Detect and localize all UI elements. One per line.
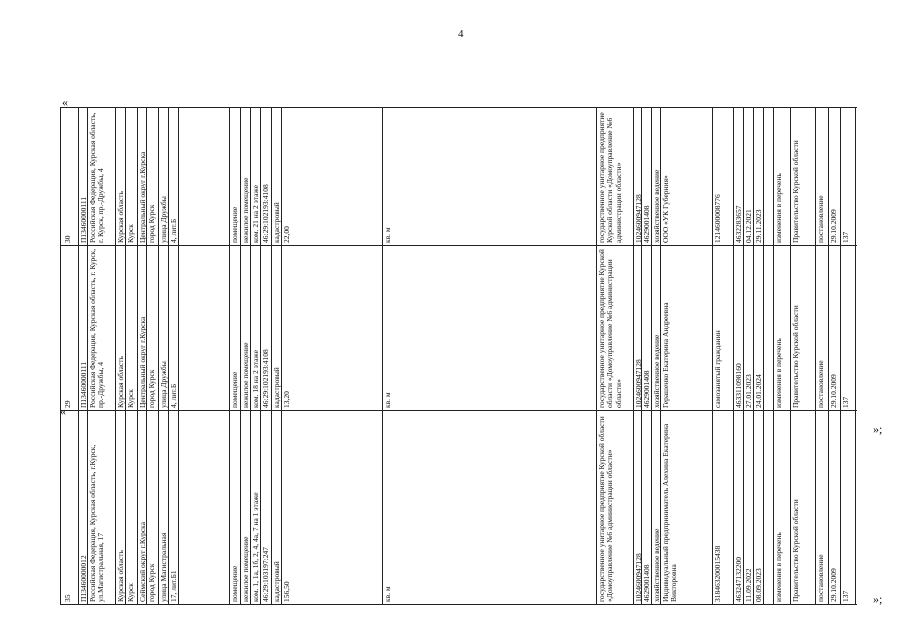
cell-cadastral: 46:29:102193:4108 <box>261 349 270 408</box>
table-rule-h <box>60 604 857 605</box>
cell-doc-type: постановление <box>816 360 825 408</box>
cell-house: 17, лит.Б1 <box>169 570 178 602</box>
cell-area: 13,20 <box>282 391 291 408</box>
cell-cadastral: 46:29:102193:4108 <box>261 184 270 243</box>
cell-date-start: 04.12.2021 <box>744 209 753 243</box>
cell-doc-date: 29.10.2009 <box>829 209 838 243</box>
cell-district: Сеймский округ г.Курска <box>138 521 147 602</box>
cell-authority: Правительство Курской области <box>791 140 800 243</box>
quote-close-1: »; <box>873 422 883 436</box>
cell-inn: 4629001408 <box>642 370 651 408</box>
table-rule-h <box>60 107 857 108</box>
cell-inn: 4629001408 <box>642 205 651 243</box>
cell-status: изменения в перечень <box>774 173 783 243</box>
table-rule-v <box>855 107 856 245</box>
table-rule-v <box>60 107 61 245</box>
table-rule-v <box>382 107 383 245</box>
cell-right: хозяйственное ведение <box>652 334 661 408</box>
cell-holder: государственное унитарное предприятие Курской области «Домоуправление №6 администрации области» <box>597 249 623 408</box>
cell-city: город Курск <box>147 369 156 408</box>
cell-tenant: Индивидуальный предприниматель Алехина Екатерина Викторовна <box>661 423 679 602</box>
cell-city: город Курск <box>147 563 156 602</box>
cell-type: помещение <box>230 565 239 602</box>
cell-holder: государственное унитарное предприятие Курской области «Домоуправление №6 администрации области» <box>597 416 615 602</box>
table-rule-v <box>60 245 61 410</box>
table-rule-h <box>60 245 857 246</box>
cell-region: Курская область <box>116 550 125 602</box>
cell-right: хозяйственное ведение <box>652 528 661 602</box>
cell-code: П13460000012 <box>79 555 88 602</box>
cell-house: 4, лит.Б <box>169 218 178 243</box>
cell-kind: нежилое помещение <box>241 342 250 408</box>
cell-tenant-ogrn: 1214600008776 <box>713 194 722 243</box>
table-rule-v <box>840 410 841 604</box>
cell-cadastral-type: кадастровый <box>272 367 281 408</box>
cell-area: 156,50 <box>282 581 291 602</box>
table-rule-v <box>840 245 841 410</box>
cell-kind: нежилое помещение <box>241 177 250 243</box>
cell-cadastral: 46:29:103197:247 <box>261 546 270 602</box>
cell-ogrn: 1024600947128 <box>634 359 643 408</box>
quote-open-left: « <box>60 404 66 418</box>
cell-num: 35 <box>63 594 72 602</box>
cell-inn: 4629001408 <box>642 564 651 602</box>
cell-cadastral-type: кадастровый <box>272 561 281 602</box>
cell-city-name: Курск <box>126 224 135 243</box>
cell-num: 30 <box>63 235 72 243</box>
table-rule-v <box>840 107 841 245</box>
cell-city: город Курск <box>147 204 156 243</box>
cell-date-start: 27.01.2023 <box>744 374 753 408</box>
cell-unit: кв. м <box>383 392 392 408</box>
cell-tenant-ogrn: 318463200015438 <box>713 545 722 602</box>
cell-status: изменения в перечень <box>774 338 783 408</box>
cell-house: 4, лит.Б <box>169 383 178 408</box>
cell-code: П13460000111 <box>79 196 88 243</box>
cell-date-end: 24.01.2024 <box>754 374 763 408</box>
table-rule-h <box>60 410 857 411</box>
cell-type: помещение <box>230 206 239 243</box>
cell-right: хозяйственное ведение <box>652 169 661 243</box>
cell-region: Курская область <box>116 356 125 408</box>
cell-code: П13460000111 <box>79 361 88 408</box>
cell-rooms: ком. 18 на 2 этаже <box>251 350 260 408</box>
table-rule-v <box>382 410 383 604</box>
cell-doc-num: 137 <box>841 396 850 408</box>
cell-doc-type: постановление <box>816 554 825 602</box>
cell-tenant: ООО «УК Губерния» <box>661 175 670 243</box>
cell-num: 29 <box>63 400 72 408</box>
cell-street: улица Дружбы <box>159 361 168 408</box>
cell-tenant: Герашенко Екатерина Андреевна <box>661 302 670 408</box>
cell-city-name: Курск <box>126 583 135 602</box>
cell-street: улица Дружбы <box>159 196 168 243</box>
cell-date-end: 29.11.2023 <box>754 209 763 243</box>
cell-authority: Правительство Курской области <box>791 499 800 602</box>
cell-unit: кв. м <box>383 586 392 602</box>
cell-city-name: Курск <box>126 389 135 408</box>
cell-address: Российская Федерация, Курская область, г.Курск, ул.Магистральная, 17 <box>88 444 106 602</box>
cell-district: Центральный округ г.Курска <box>138 316 147 408</box>
cell-date-end: 08.09.2023 <box>754 568 763 602</box>
cell-address: Российская Федерация, Курская область, г. Курск, пр.-Дружбы, 4 <box>88 112 106 243</box>
cell-ogrn: 1024600947128 <box>634 194 643 243</box>
cell-street: улица Магистральная <box>159 532 168 602</box>
cell-region: Курская область <box>116 191 125 243</box>
cell-area: 22,00 <box>282 226 291 243</box>
cell-doc-num: 137 <box>841 590 850 602</box>
page-number: 4 <box>458 28 464 40</box>
cell-doc-type: постановление <box>816 195 825 243</box>
cell-district: Центральный округ г.Курска <box>138 151 147 243</box>
cell-authority: Правительство Курской области <box>791 305 800 408</box>
cell-unit: кв. м <box>383 227 392 243</box>
cell-cadastral-type: кадастровый <box>272 202 281 243</box>
cell-type: помещение <box>230 371 239 408</box>
quote-close-2: »; <box>873 592 883 606</box>
cell-kind: нежилое помещение <box>241 536 250 602</box>
table-rule-v <box>60 410 61 604</box>
cell-tenant-ogrn: самозанятый гражданин <box>713 330 722 408</box>
cell-tenant-inn: 463311098160 <box>734 363 743 408</box>
cell-tenant-inn: 463247132200 <box>734 557 743 602</box>
table-rule-v <box>382 245 383 410</box>
cell-holder: государственное унитарное предприятие Курской области «Домоуправление №6 администрации области» <box>597 112 623 243</box>
cell-ogrn: 1024600947128 <box>634 553 643 602</box>
table-rule-v <box>855 410 856 604</box>
table-rule-v <box>855 245 856 410</box>
cell-tenant-inn: 4632283657 <box>734 205 743 243</box>
quote-open-top: « <box>62 95 68 109</box>
cell-rooms: ком. 1, 1а, 1б, 2, 4, 4а, 7 на 1 этаже <box>251 492 260 602</box>
cell-rooms: ком. 21 на 2 этаже <box>251 185 260 243</box>
cell-date-start: 11.09.2022 <box>744 568 753 602</box>
cell-doc-date: 29.10.2009 <box>829 374 838 408</box>
cell-status: изменения в перечень <box>774 532 783 602</box>
cell-doc-num: 137 <box>841 231 850 243</box>
cell-doc-date: 29.10.2009 <box>829 568 838 602</box>
cell-address: Российская Федерация, Курская область, г. Курск, пр.-Дружбы, 4 <box>88 248 106 408</box>
